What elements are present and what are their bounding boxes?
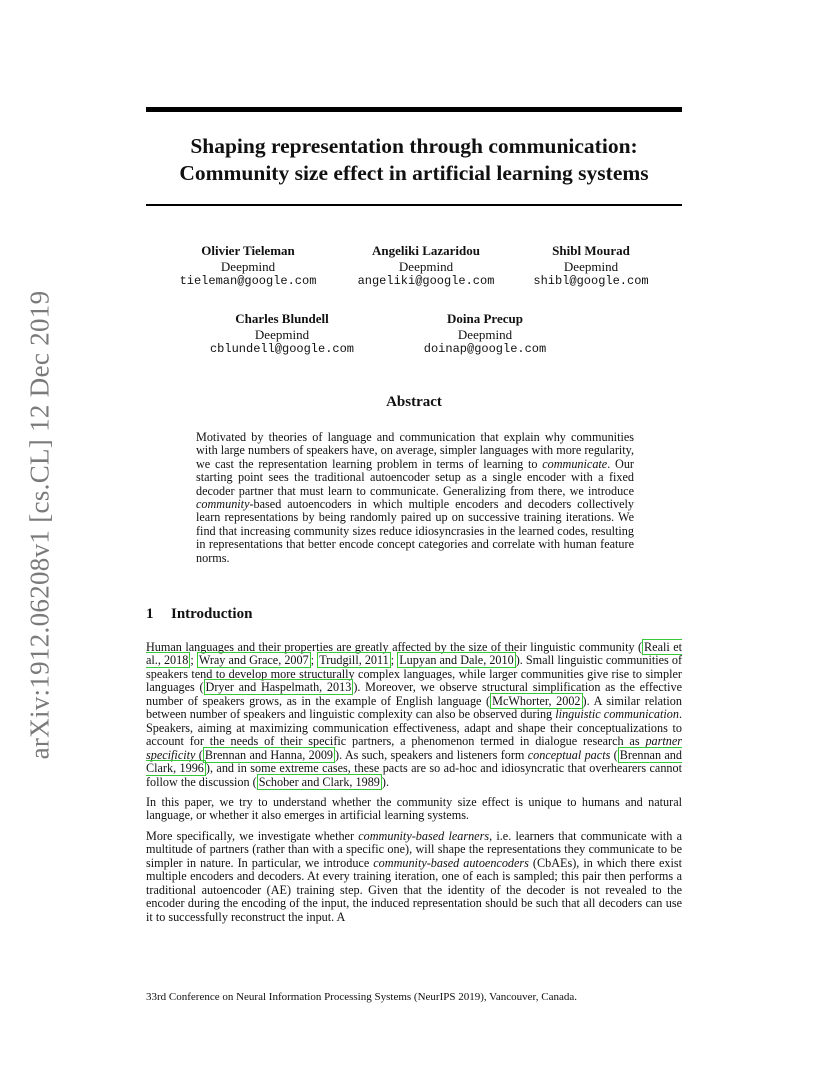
author-name: Charles Blundell — [235, 311, 329, 326]
author-email: cblundell@google.com — [209, 342, 355, 356]
text-emphasis: community-based learners — [358, 828, 490, 843]
title-rule-bottom — [146, 204, 682, 206]
text-emphasis: partner specificity — [146, 734, 682, 762]
text-segment: Human languages and their properties are greatly affected by the size of their linguistic community ( — [146, 640, 643, 654]
title-line-1: Shaping representation through communication: — [190, 134, 638, 158]
text-segment: ; — [190, 653, 197, 668]
text-segment: (CbAEs), in which there exist multiple encoders and decoders. At every training iteration, one of each is sampled; this pair then performs a traditional autoencoder (AE) training step. Given that the identity of the decoder is not revealed to the encoder during the encoding of the input, the induced representation should be such that all decoders can use it to successfully reconstruct the input. A — [146, 855, 683, 924]
text-segment: ( — [195, 747, 203, 762]
author-name: Olivier Tieleman — [201, 243, 295, 258]
citation-link[interactable]: Reali et al., 2018 — [146, 640, 683, 668]
abstract-segment: . Our starting point sees the traditional autoencoder setup as a single encoder with a fixed decoder partner that must learn to communicate. Generalizing from there, we introduce — [196, 456, 634, 498]
author-affiliation: Deepmind — [254, 326, 310, 342]
abstract-text — [196, 431, 634, 565]
author-block — [158, 243, 338, 290]
paper-title — [146, 133, 682, 187]
citation-link[interactable]: Trudgill, 2011 — [319, 653, 389, 668]
text-emphasis: linguistic communication — [555, 707, 679, 722]
text-segment: ). — [381, 774, 389, 789]
text-segment: ( — [610, 747, 618, 762]
citation-link[interactable]: Brennan and Hanna, 2009 — [204, 747, 334, 762]
citation-link[interactable]: Brennan and Clark, 1996 — [146, 747, 682, 776]
citation-link[interactable]: Lupyan and Dale, 2010 — [399, 653, 514, 668]
author-email: doinap@google.com — [423, 342, 547, 356]
text-segment: ). A similar relation between number of speakers and linguistic complexity can also be observed during — [146, 693, 682, 722]
title-line-2: Community size effect in artificial learning systems — [179, 161, 649, 185]
text-segment: ). As such, speakers and listeners form — [335, 747, 528, 762]
citation-link[interactable]: Dryer and Haspelmath, 2013 — [205, 680, 352, 695]
conference-footnote: 33rd Conference on Neural Information Processing Systems (NeurIPS 2019), Vancouver, Canada. — [146, 991, 578, 1003]
title-rule-top — [146, 107, 682, 112]
author-affiliation: Deepmind — [398, 258, 454, 274]
text-segment: ; — [390, 653, 398, 668]
section-heading — [146, 606, 252, 623]
author-name: Shibl Mourad — [552, 243, 630, 258]
author-name: Angeliki Lazaridou — [372, 243, 480, 258]
author-block — [501, 243, 681, 290]
arxiv-id: arXiv:1912.06208v1 [cs.CL] 12 Dec 2019 — [24, 290, 55, 760]
text-segment: ; — [310, 653, 318, 668]
abstract-emphasis: communicate — [542, 456, 608, 471]
author-block — [336, 243, 516, 290]
author-name: Doina Precup — [447, 311, 523, 326]
intro-paragraph — [146, 830, 682, 924]
text-segment: . Speakers, aiming at maximizing communication effectiveness, adapt and shape their conceptualizations to account for the needs of their specific partners, a phenomenon termed in dialogue research as — [146, 707, 682, 749]
arxiv-sidebar — [22, 290, 58, 760]
author-block — [192, 311, 372, 358]
text-segment: ). Small linguistic communities of speakers tend to develop more structurally complex languages, while larger communities give rise to simpler languages ( — [146, 653, 683, 695]
author-email: tieleman@google.com — [179, 274, 317, 288]
abstract-segment: -based autoencoders in which multiple encoders and decoders collectively learn representations by being randomly paired up on successive training iterations. We find that increasing community sizes reduce idiosyncrasies in the learned codes, resulting in representations that better encode concept categories and correlate with human feature norms. — [196, 497, 634, 565]
citation-link[interactable]: Wray and Grace, 2007 — [198, 653, 309, 668]
author-email: shibl@google.com — [533, 274, 649, 288]
author-affiliation: Deepmind — [457, 326, 513, 342]
section-title: Introduction — [171, 606, 253, 622]
citation-link[interactable]: McWhorter, 2002 — [492, 693, 581, 708]
intro-paragraph: In this paper, we try to understand whether the community size effect is unique to humans and natural language, or whether it also emerges in artificial learning systems. — [146, 794, 682, 823]
text-emphasis: conceptual pacts — [527, 747, 611, 762]
intro-body — [146, 641, 682, 931]
text-segment: , i.e. learners that communicate with a multitude of partners (rather than with a specific one), will shape the representations they communicate to be simpler in nature. In particular, we introduce — [146, 828, 682, 870]
text-segment: ). Moreover, we observe structural simplification as the effective number of speakers grows, as in the example of English language ( — [146, 680, 683, 708]
text-segment: ), and in some extreme cases, these pacts are so ad-hoc and idiosyncratic that overhearers cannot follow the discussion ( — [146, 761, 683, 789]
author-affiliation: Deepmind — [563, 258, 619, 274]
intro-paragraph — [146, 641, 682, 789]
text-emphasis: community-based autoencoders — [373, 855, 529, 870]
citation-link[interactable]: Schober and Clark, 1989 — [258, 774, 380, 789]
abstract-emphasis: community — [196, 497, 250, 512]
abstract-heading: Abstract — [386, 394, 442, 410]
author-affiliation: Deepmind — [220, 258, 276, 274]
abstract-segment: Motivated by theories of language and communication that explain why communities with large numbers of speakers have, on average, simpler languages with more regularity, we cast the representation learning problem in terms of learning to — [196, 430, 634, 471]
author-email: angeliki@google.com — [357, 274, 495, 288]
text-segment: More specifically, we investigate whether — [146, 828, 359, 843]
author-block — [395, 311, 575, 358]
section-number: 1 — [146, 606, 154, 622]
